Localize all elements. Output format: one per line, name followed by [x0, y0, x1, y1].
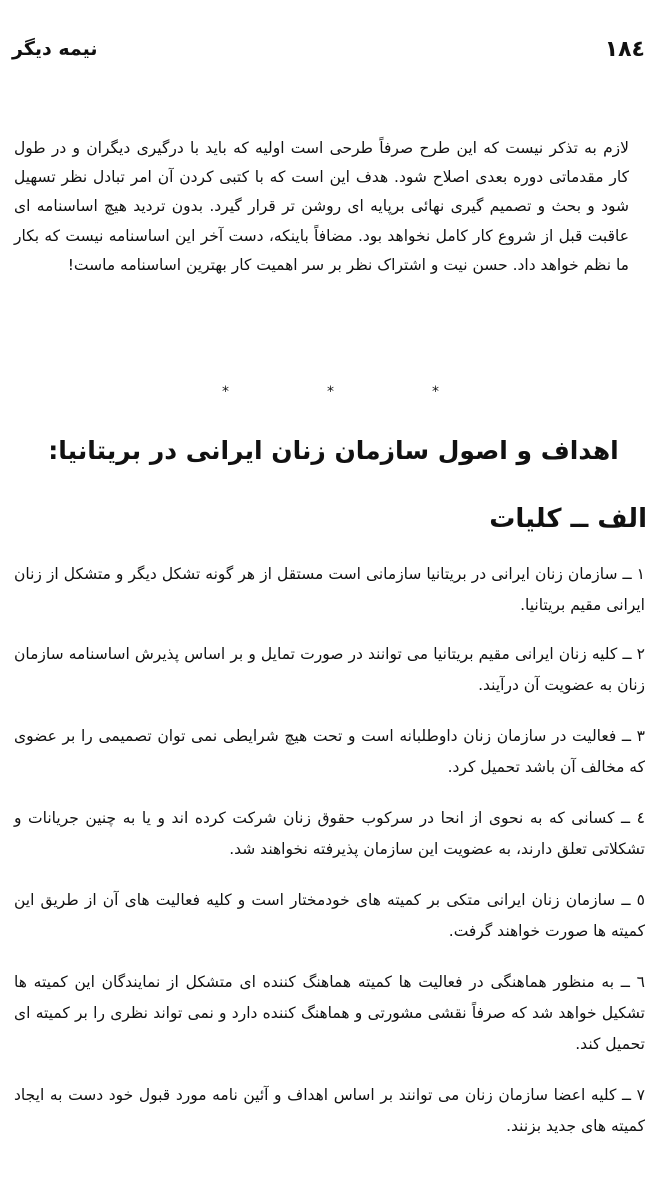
- running-title: نیمه دیگر: [12, 38, 98, 60]
- star-separator: [0, 384, 667, 412]
- intro-paragraph-block: [14, 134, 629, 280]
- article-item: ٥ ــ سازمان زنان ایرانی متکی بر کمیته های خودمختار است و کلیه فعالیت های آن از طریق این کمیته ها صورت خواهند گرفت.: [14, 891, 645, 940]
- separator-star: *: [222, 384, 229, 400]
- article-item: ٧ ــ کلیه اعضا سازمان زنان می توانند بر اساس اهداف و آئین نامه مورد قبول خود دست به ایجاد کمیته های جدید بزنند.: [14, 1086, 645, 1135]
- article-item: ٤ ــ کسانی که به نحوی از انحا در سرکوب حقوق زنان شرکت کرده اند و یا به چنین جریانات و تشکلاتی تعلق دارند، به عضویت این سازمان پذیرفته نخواهند شد.: [14, 809, 645, 858]
- articles-list: [14, 559, 645, 1162]
- intro-paragraph: لازم به تذکر نیست که این طرح صرفاً طرحی است اولیه که باید با درگیری دیگران و در طول کار مقدماتی دوره بعدی اصلاح شود. هدف این است که با کتبی کردن آن امر تبادل نظر تسهیل شود و بحث و تصمیم گیری نهائی برپایه ای روشن تر قرار گیرد. بدون تردید هیچ اساسنامه ای عاقبت قبل از شروع کار کامل نخواهد بود. مضافاً باینکه، دست آخر این اساسنامه نیست که بکار ما نظم خواهد داد. حسن نیت و اشتراک نظر بر سر اهمیت کار بهترین اساسنامه ماست!: [14, 139, 629, 274]
- section-title: الف ــ کلیات: [489, 504, 647, 534]
- separator-star: *: [327, 384, 334, 400]
- article-item: ٢ ــ کلیه زنان ایرانی مقیم بریتانیا می توانند در صورت تمایل و بر اساس پذیرش اساسنامه سازمان زنان به عضویت آن درآیند.: [14, 645, 645, 694]
- main-title: اهداف و اصول سازمان زنان ایرانی در بریتانیا:: [48, 436, 619, 465]
- article-item: ٣ ــ فعالیت در سازمان زنان داوطلبانه است و تحت هیچ شرایطی نمی توان تصمیمی را بر عضوی که مخالف آن باشد تحمیل کرد.: [14, 727, 645, 776]
- page-number: ١٨٤: [604, 36, 645, 62]
- article-item: ١ ــ سازمان زنان ایرانی در بریتانیا سازمانی است مستقل از هر گونه تشکل دیگر و متشکل از زنان ایرانی مقیم بریتانیا.: [14, 565, 645, 614]
- article-item: ٦ ــ به منظور هماهنگی در فعالیت ها کمیته هماهنگ کننده ای متشکل از نمایندگان این کمیته ها تشکیل خواهد شد که صرفاً نقشی مشورتی و هماهنگ کننده دارد و نمی تواند نظری را بر کمیته ای تحمیل کند.: [14, 973, 645, 1053]
- separator-star: *: [432, 384, 439, 400]
- page-header: [12, 32, 645, 66]
